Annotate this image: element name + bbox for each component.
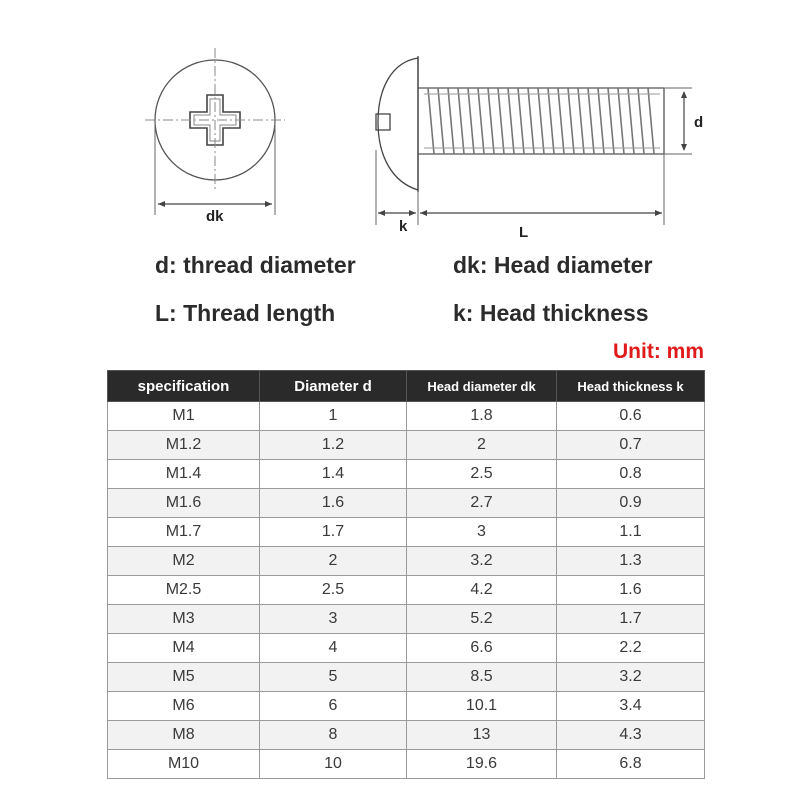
table-row bbox=[108, 634, 705, 663]
cell-head-thickness-k: 2.2 bbox=[557, 634, 705, 663]
cell-diameter-d: 2.5 bbox=[260, 576, 407, 605]
cell-head-thickness-k: 3.2 bbox=[557, 663, 705, 692]
cell-head-thickness-k: 0.6 bbox=[557, 402, 705, 431]
cell-head-thickness-k: 4.3 bbox=[557, 721, 705, 750]
cell-specification: M10 bbox=[108, 750, 260, 779]
screw-side-view bbox=[376, 56, 692, 225]
header-specification: specification bbox=[108, 371, 260, 402]
cell-specification: M1.4 bbox=[108, 460, 260, 489]
cell-head-diameter-dk: 13 bbox=[407, 721, 557, 750]
cell-head-thickness-k: 1.6 bbox=[557, 576, 705, 605]
table-body bbox=[108, 402, 705, 779]
cell-head-diameter-dk: 4.2 bbox=[407, 576, 557, 605]
cell-diameter-d: 1 bbox=[260, 402, 407, 431]
cell-head-diameter-dk: 3 bbox=[407, 518, 557, 547]
cell-diameter-d: 1.6 bbox=[260, 489, 407, 518]
cell-specification: M8 bbox=[108, 721, 260, 750]
table-row bbox=[108, 692, 705, 721]
cell-head-diameter-dk: 2 bbox=[407, 431, 557, 460]
cell-head-diameter-dk: 8.5 bbox=[407, 663, 557, 692]
cell-head-diameter-dk: 2.5 bbox=[407, 460, 557, 489]
cell-head-thickness-k: 0.9 bbox=[557, 489, 705, 518]
table-row bbox=[108, 663, 705, 692]
cell-head-diameter-dk: 1.8 bbox=[407, 402, 557, 431]
table-row bbox=[108, 605, 705, 634]
cell-specification: M1.7 bbox=[108, 518, 260, 547]
cell-diameter-d: 8 bbox=[260, 721, 407, 750]
legend-thread-diameter: d: thread diameter bbox=[155, 252, 356, 278]
legend-thread-length: L: Thread length bbox=[155, 300, 336, 326]
table-row bbox=[108, 431, 705, 460]
cell-head-thickness-k: 0.8 bbox=[557, 460, 705, 489]
screw-head-top-view bbox=[145, 48, 285, 215]
cell-specification: M1 bbox=[108, 402, 260, 431]
cell-diameter-d: 4 bbox=[260, 634, 407, 663]
table-row bbox=[108, 489, 705, 518]
d-dimension-label: d bbox=[694, 114, 704, 131]
cell-diameter-d: 5 bbox=[260, 663, 407, 692]
dk-dimension-label: dk bbox=[206, 208, 224, 225]
cell-diameter-d: 1.4 bbox=[260, 460, 407, 489]
cell-head-diameter-dk: 19.6 bbox=[407, 750, 557, 779]
k-dimension-label: k bbox=[399, 218, 408, 235]
cell-diameter-d: 1.2 bbox=[260, 431, 407, 460]
L-dimension-label: L bbox=[519, 224, 529, 241]
cell-head-thickness-k: 6.8 bbox=[557, 750, 705, 779]
header-diameter-d: Diameter d bbox=[260, 371, 407, 402]
header-head-diameter-dk: Head diameter dk bbox=[407, 371, 557, 402]
cell-head-thickness-k: 0.7 bbox=[557, 431, 705, 460]
cell-diameter-d: 1.7 bbox=[260, 518, 407, 547]
cell-head-thickness-k: 1.3 bbox=[557, 547, 705, 576]
cell-head-diameter-dk: 3.2 bbox=[407, 547, 557, 576]
table-row bbox=[108, 721, 705, 750]
cell-diameter-d: 6 bbox=[260, 692, 407, 721]
cell-head-thickness-k: 1.7 bbox=[557, 605, 705, 634]
cell-specification: M5 bbox=[108, 663, 260, 692]
table-header-row bbox=[108, 371, 705, 402]
cell-head-thickness-k: 3.4 bbox=[557, 692, 705, 721]
cell-diameter-d: 10 bbox=[260, 750, 407, 779]
table-row bbox=[108, 576, 705, 605]
table-row bbox=[108, 750, 705, 779]
unit-label: Unit: mm bbox=[613, 340, 704, 363]
cell-head-diameter-dk: 6.6 bbox=[407, 634, 557, 663]
cell-specification: M6 bbox=[108, 692, 260, 721]
cell-specification: M1.2 bbox=[108, 431, 260, 460]
table-row bbox=[108, 402, 705, 431]
legend-head-thickness: k: Head thickness bbox=[453, 300, 649, 326]
screw-diagram bbox=[0, 0, 800, 245]
cell-specification: M2 bbox=[108, 547, 260, 576]
cell-specification: M2.5 bbox=[108, 576, 260, 605]
cell-specification: M1.6 bbox=[108, 489, 260, 518]
cell-head-thickness-k: 1.1 bbox=[557, 518, 705, 547]
cell-diameter-d: 2 bbox=[260, 547, 407, 576]
table-row bbox=[108, 518, 705, 547]
cell-head-diameter-dk: 2.7 bbox=[407, 489, 557, 518]
cell-diameter-d: 3 bbox=[260, 605, 407, 634]
legend-head-diameter: dk: Head diameter bbox=[453, 252, 653, 278]
table-row bbox=[108, 460, 705, 489]
cell-head-diameter-dk: 5.2 bbox=[407, 605, 557, 634]
table-row bbox=[108, 547, 705, 576]
cell-head-diameter-dk: 10.1 bbox=[407, 692, 557, 721]
cell-specification: M4 bbox=[108, 634, 260, 663]
cell-specification: M3 bbox=[108, 605, 260, 634]
header-head-thickness-k: Head thickness k bbox=[557, 371, 705, 402]
spec-table bbox=[107, 370, 705, 779]
